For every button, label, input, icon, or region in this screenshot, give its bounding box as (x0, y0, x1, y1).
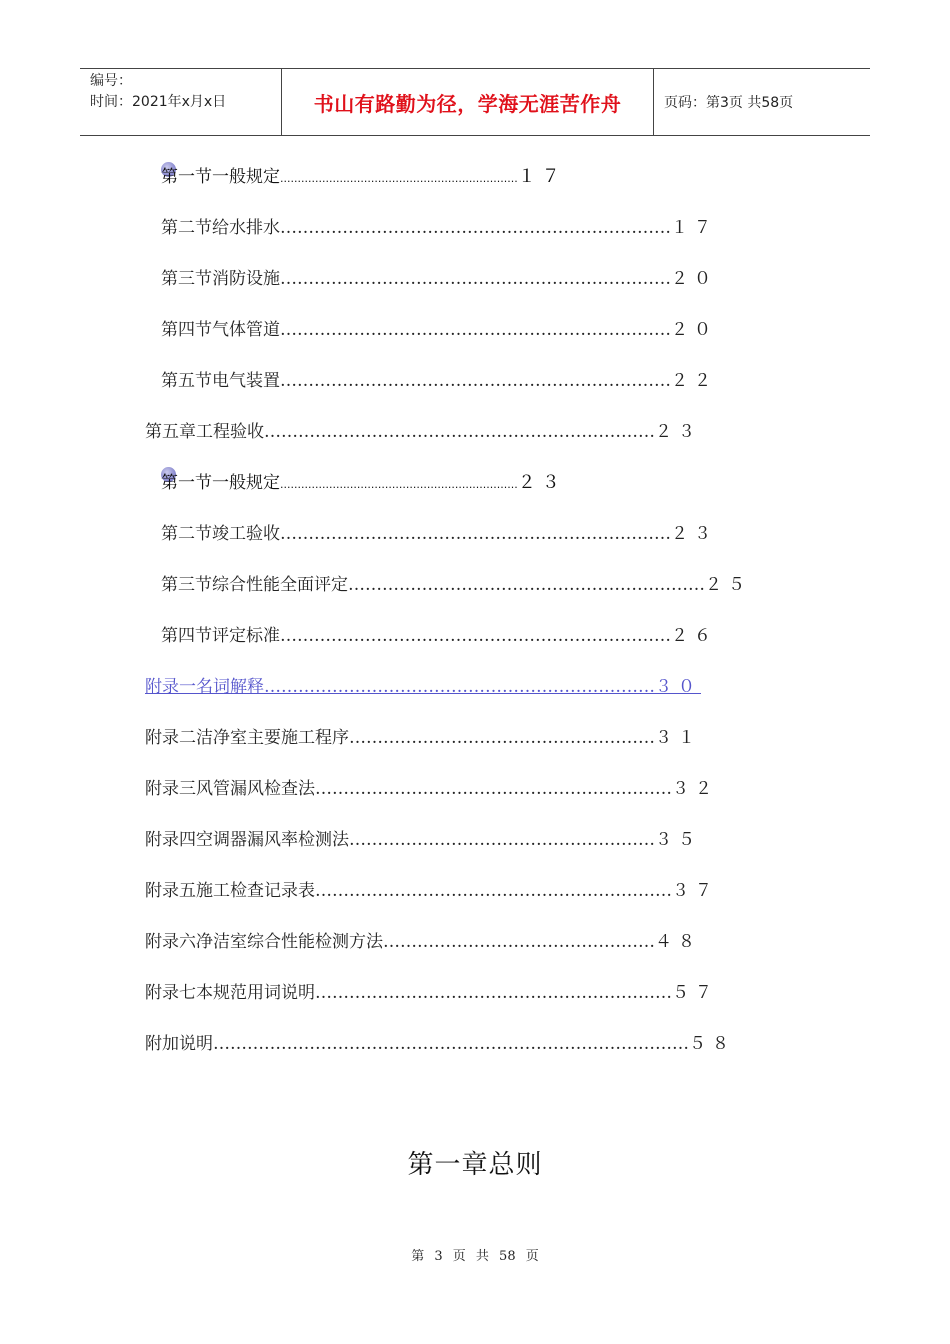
toc-leader: …………………………………………………………… (264, 422, 655, 442)
toc-entry[interactable] (161, 216, 717, 240)
toc-page-number: １７ (517, 166, 566, 187)
toc-entry-title: 第四节评定标准 (161, 626, 280, 646)
toc-leader: ………………………………………… (383, 932, 655, 952)
toc-entry[interactable] (145, 1032, 735, 1056)
toc-page-number: ２２ (671, 371, 717, 391)
toc-leader: .................................................................... (280, 172, 518, 185)
toc-leader: …………………………………………………………… (280, 524, 671, 544)
toc-entry-title: 第四节气体管道 (161, 320, 280, 340)
toc-leader: …………………………………………………………… (280, 626, 671, 646)
toc-page-number: １７ (671, 218, 717, 238)
toc-page-number: ２０ (671, 320, 717, 340)
toc-entry[interactable] (161, 522, 717, 546)
toc-entry[interactable] (161, 573, 751, 597)
header-motto: 书山有路勤为径，学海无涯苦作舟 (282, 69, 654, 135)
toc-page-number: ２０ (671, 269, 717, 289)
toc-page-number: ２５ (705, 575, 751, 595)
toc-entry-title: 第五章工程验收 (145, 422, 264, 442)
toc-page-number: ５８ (689, 1034, 735, 1054)
toc-entry[interactable] (145, 879, 718, 903)
toc-entry[interactable] (145, 777, 718, 801)
toc-page-number: ２３ (517, 472, 566, 493)
toc-entry-title: 附录六净洁室综合性能检测方法 (145, 932, 383, 952)
chapter-title: 第一章总则 (407, 1150, 543, 1180)
toc-leader: ……………………………………………………… (315, 983, 672, 1003)
toc-leader: ……………………………………………… (349, 728, 655, 748)
toc-leader: ………………………………………………………………………… (213, 1034, 689, 1054)
toc-entry[interactable] (145, 981, 718, 1005)
toc-entry[interactable] (161, 369, 717, 393)
toc-entry[interactable] (145, 828, 701, 852)
page-footer: 第 3 页 共 58 页 (411, 1249, 539, 1264)
toc-entry[interactable] (145, 930, 701, 954)
toc-leader: …………………………………………………………… (280, 320, 671, 340)
toc-page-number: ３１ (655, 728, 701, 748)
toc-entry-title: 第三节消防设施 (161, 269, 280, 289)
toc-entry-title: 附录二洁净室主要施工程序 (145, 728, 349, 748)
toc-entry[interactable] (145, 420, 701, 444)
toc-entry[interactable] (145, 726, 701, 750)
page-header (80, 68, 870, 136)
toc-page-number: ２３ (671, 524, 717, 544)
toc-page-number: ２３ (655, 422, 701, 442)
toc-entry-title: 第一节一般规定 (161, 473, 280, 493)
toc-entry[interactable] (161, 318, 717, 342)
toc-leader: .................................................................... (280, 478, 518, 491)
toc-leader: ……………………………………………………… (315, 881, 672, 901)
toc-entry-title: 附录一名词解释 (145, 677, 264, 697)
date-label: 时间：2021年x月x日 (90, 94, 227, 110)
toc-entry[interactable] (161, 165, 566, 189)
toc-entry-title: 第五节电气装置 (161, 371, 280, 391)
toc-entry-title: 附录五施工检查记录表 (145, 881, 315, 901)
toc-entry-title: 附录四空调器漏风率检测法 (145, 830, 349, 850)
toc-leader: …………………………………………………………… (280, 371, 671, 391)
toc-entry[interactable] (161, 624, 717, 648)
toc-leader: ……………………………………………………… (315, 779, 672, 799)
toc-page-number: ５７ (672, 983, 718, 1003)
toc-entry-title: 第二节竣工验收 (161, 524, 280, 544)
toc-entry[interactable] (161, 267, 717, 291)
toc-leader: ……………………………………………………… (348, 575, 705, 595)
toc-entry-title: 附录七本规范用词说明 (145, 983, 315, 1003)
toc-entry-title: 附录三风管漏风检查法 (145, 779, 315, 799)
toc-leader: …………………………………………………………… (280, 269, 671, 289)
toc-page-number: ３７ (672, 881, 718, 901)
toc-entry-title: 第二节给水排水 (161, 218, 280, 238)
toc-page-number: ３０ (655, 677, 701, 697)
toc-entry[interactable] (161, 471, 566, 495)
toc-entry-title: 附加说明 (145, 1034, 213, 1054)
number-label: 编号： (90, 73, 132, 89)
toc-entry-link[interactable] (145, 675, 701, 699)
toc-entry-title: 第三节综合性能全面评定 (161, 575, 348, 595)
toc-page-number: ３５ (655, 830, 701, 850)
toc-page-number: ２６ (671, 626, 717, 646)
toc-leader: …………………………………………………………… (280, 218, 671, 238)
toc-leader: ……………………………………………… (349, 830, 655, 850)
header-page-info: 页码：第3页 共58页 (664, 95, 794, 111)
toc-page-number: ４８ (655, 932, 701, 952)
toc-leader: …………………………………………………………… (264, 677, 655, 697)
header-meta (80, 69, 282, 135)
toc-entry-title: 第一节一般规定 (161, 167, 280, 187)
toc-page-number: ３２ (672, 779, 718, 799)
